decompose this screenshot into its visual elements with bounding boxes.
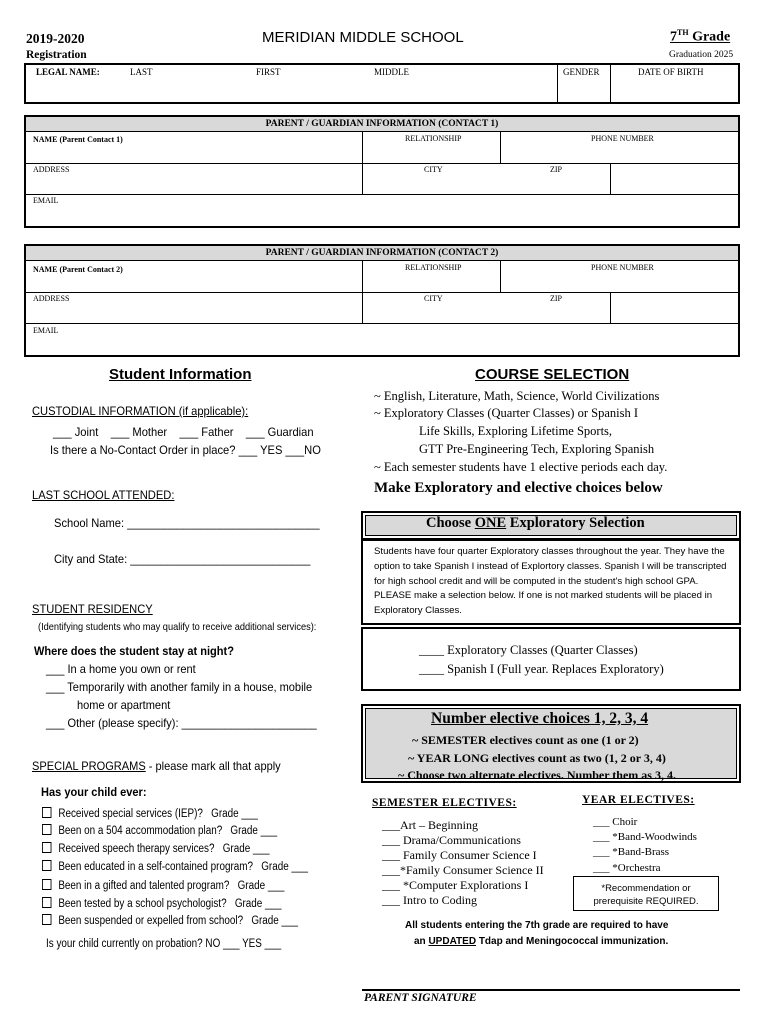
stay-question: Where does the student stay at night? [34, 644, 234, 658]
stay-option-temporary-cont: home or apartment [77, 698, 171, 712]
year-elective-option[interactable]: ___ *Orchestra [593, 862, 661, 874]
contact1-city-label: CITY [424, 165, 443, 174]
contact1-phone-label: PHONE NUMBER [591, 134, 654, 143]
probation-question[interactable]: Is your child currently on probation? NO ___ YES ___ [46, 938, 282, 950]
semester-elective-option[interactable]: ___ Family Consumer Science I [382, 848, 537, 862]
checkbox[interactable] [42, 824, 51, 835]
special-program-label: Been suspended or expelled from school? Grade ___ [58, 915, 299, 927]
custodial-heading: CUSTODIAL INFORMATION (if applicable): [32, 404, 249, 418]
special-program-label: Been educated in a self-contained program? Grade ___ [58, 861, 308, 873]
contact1-address-label: ADDRESS [33, 165, 70, 174]
elective-title: Number elective choices 1, 2, 3, 4 [431, 710, 649, 727]
contact1-phone-field[interactable] [502, 145, 738, 162]
contact2-name-label: NAME (Parent Contact 2) [33, 265, 123, 274]
contact2-address-label: ADDRESS [33, 294, 70, 303]
registration-label: Registration [26, 49, 87, 61]
city-state-field[interactable]: City and State: _____________________________ [54, 552, 311, 566]
first-name-label: FIRST [256, 67, 281, 77]
exploratory-options-box [361, 627, 741, 691]
school-year: 2019-2020 [26, 31, 85, 46]
year-elective-option[interactable]: ___ *Band-Woodwinds [593, 831, 697, 843]
elective-rule-3: ~ Choose two alternate electives. Number them as 3, 4. [398, 768, 676, 782]
student-info-heading: Student Information [109, 366, 252, 383]
dob-field[interactable] [612, 78, 738, 102]
exploratory-paragraph: Students have four quarter Exploratory classes throughout the year. They have the option to take Spanish I instead of Explortory classes. Spanish I will be transcripted for high school credit and will be computed in the student's high school GPA. PLEASE make a selection below. If one is not marked students will be placed in Exploratory Classes. [374, 546, 727, 617]
legal-name-field[interactable] [26, 78, 556, 102]
checkbox[interactable] [42, 879, 51, 890]
course-line-3: Life Skills, Exploring Lifetime Sports, [419, 424, 613, 438]
stay-option-other[interactable]: ___ Other (please specify): ______________________ [46, 716, 317, 730]
contact2-name-field[interactable] [26, 275, 361, 292]
middle-name-label: MIDDLE [374, 67, 409, 77]
contact1-name-field[interactable] [26, 145, 361, 162]
course-line-4: GTT Pre-Engineering Tech, Exploring Spanish [419, 442, 655, 456]
legal-name-label: LEGAL NAME: [36, 67, 100, 77]
contact1-relationship-label: RELATIONSHIP [405, 134, 462, 143]
contact2-phone-label: PHONE NUMBER [591, 263, 654, 272]
semester-electives-heading: SEMESTER ELECTIVES: [372, 797, 517, 809]
year-elective-option[interactable]: ___ *Band-Brass [593, 846, 670, 858]
graduation-label: Graduation 2025 [669, 50, 734, 60]
choose-one-title: Choose ONE Exploratory Selection [426, 515, 645, 531]
signature-label: PARENT SIGNATURE [364, 992, 477, 1004]
year-elective-option[interactable]: ___ Choir [593, 816, 638, 828]
special-program-item [42, 860, 308, 873]
contact2-email-field[interactable] [26, 335, 738, 355]
no-contact-question[interactable]: Is there a No-Contact Order in place? ___ YES ___NO [50, 443, 321, 457]
last-school-heading: LAST SCHOOL ATTENDED: [32, 488, 175, 502]
exploratory-option[interactable]: ____ Exploratory Classes (Quarter Classes) [419, 643, 638, 657]
contact1-zip-label: ZIP [550, 165, 562, 174]
semester-elective-option[interactable]: ___ *Computer Explorations I [382, 878, 529, 892]
contact2-zip-label: ZIP [550, 294, 562, 303]
special-program-item [42, 824, 277, 837]
course-selection-heading: COURSE SELECTION [475, 366, 630, 383]
immunization-line-1: All students entering the 7th grade are required to have [405, 920, 669, 931]
special-program-item [42, 897, 282, 910]
special-program-label: Been tested by a school psychologist? Grade ___ [58, 898, 282, 910]
gender-label: GENDER [563, 67, 600, 77]
checkbox[interactable] [42, 897, 51, 908]
special-program-item [42, 914, 298, 927]
special-program-label: Received speech therapy services? Grade ___ [58, 843, 270, 855]
course-line-2: ~ Exploratory Classes (Quarter Classes) or Spanish I [374, 406, 639, 420]
residency-note: (Identifying students who may qualify to receive additional services): [38, 621, 317, 633]
spanish-option[interactable]: ____ Spanish I (Full year. Replaces Exploratory) [419, 662, 664, 676]
contact1-relationship-field[interactable] [364, 145, 499, 162]
make-choices-heading: Make Exploratory and elective choices below [374, 480, 663, 496]
year-electives-heading: YEAR ELECTIVES: [582, 794, 695, 806]
school-name-field[interactable]: School Name: _______________________________ [54, 516, 320, 530]
contact2-relationship-label: RELATIONSHIP [405, 263, 462, 272]
special-programs-heading: SPECIAL PROGRAMS - please mark all that apply [32, 759, 281, 773]
semester-elective-option[interactable]: ___Art – Beginning [382, 818, 478, 832]
has-child-label: Has your child ever: [41, 785, 147, 799]
course-line-1: ~ English, Literature, Math, Science, World Civilizations [374, 389, 660, 403]
contact2-city-label: CITY [424, 294, 443, 303]
special-program-item [42, 807, 258, 820]
dob-label: DATE OF BIRTH [638, 67, 704, 77]
special-program-item [42, 842, 269, 855]
stay-option-home[interactable]: ___ In a home you own or rent [46, 662, 196, 676]
special-program-label: Been in a gifted and talented program? Grade ___ [58, 880, 285, 892]
last-name-label: LAST [130, 67, 153, 77]
elective-rule-1: ~ SEMESTER electives count as one (1 or 2) [412, 733, 639, 747]
residency-heading: STUDENT RESIDENCY [32, 602, 153, 616]
special-program-item [42, 879, 284, 892]
signature-line[interactable] [362, 989, 740, 991]
checkbox[interactable] [42, 842, 51, 853]
semester-elective-option[interactable]: ___ Intro to Coding [382, 893, 477, 907]
semester-elective-option[interactable]: ___ Drama/Communications [382, 833, 521, 847]
contact1-title: PARENT / GUARDIAN INFORMATION (CONTACT 1) [26, 117, 738, 132]
checkbox[interactable] [42, 860, 51, 871]
contact1-email-label: EMAIL [33, 196, 59, 205]
school-name: MERIDIAN MIDDLE SCHOOL [262, 29, 464, 46]
elective-rule-2: ~ YEAR LONG electives count as two (1, 2 or 3, 4) [408, 751, 666, 765]
contact1-email-field[interactable] [26, 206, 738, 226]
contact1-name-label: NAME (Parent Contact 1) [33, 135, 123, 144]
special-program-label: Received special services (IEP)? Grade ___ [58, 808, 258, 820]
stay-option-temporary[interactable]: ___ Temporarily with another family in a house, mobile [46, 680, 313, 694]
special-program-label: Been on a 504 accommodation plan? Grade ___ [58, 825, 278, 837]
custodial-options[interactable]: ___ Joint ___ Mother ___ Father ___ Guardian [53, 425, 314, 439]
checkbox[interactable] [42, 914, 51, 925]
gender-field[interactable] [559, 78, 609, 102]
checkbox[interactable] [42, 807, 51, 818]
immunization-line-2: an UPDATED Tdap and Meningococcal immunization. [414, 936, 669, 947]
grade-label: 7TH Grade [670, 28, 731, 45]
contact2-title: PARENT / GUARDIAN INFORMATION (CONTACT 2) [26, 246, 738, 261]
course-line-5: ~ Each semester students have 1 elective periods each day. [374, 460, 668, 474]
contact2-email-label: EMAIL [33, 326, 59, 335]
semester-elective-option[interactable]: ___*Family Consumer Science II [382, 863, 544, 877]
prereq-note: *Recommendation or prerequisite REQUIRED. [593, 883, 699, 907]
